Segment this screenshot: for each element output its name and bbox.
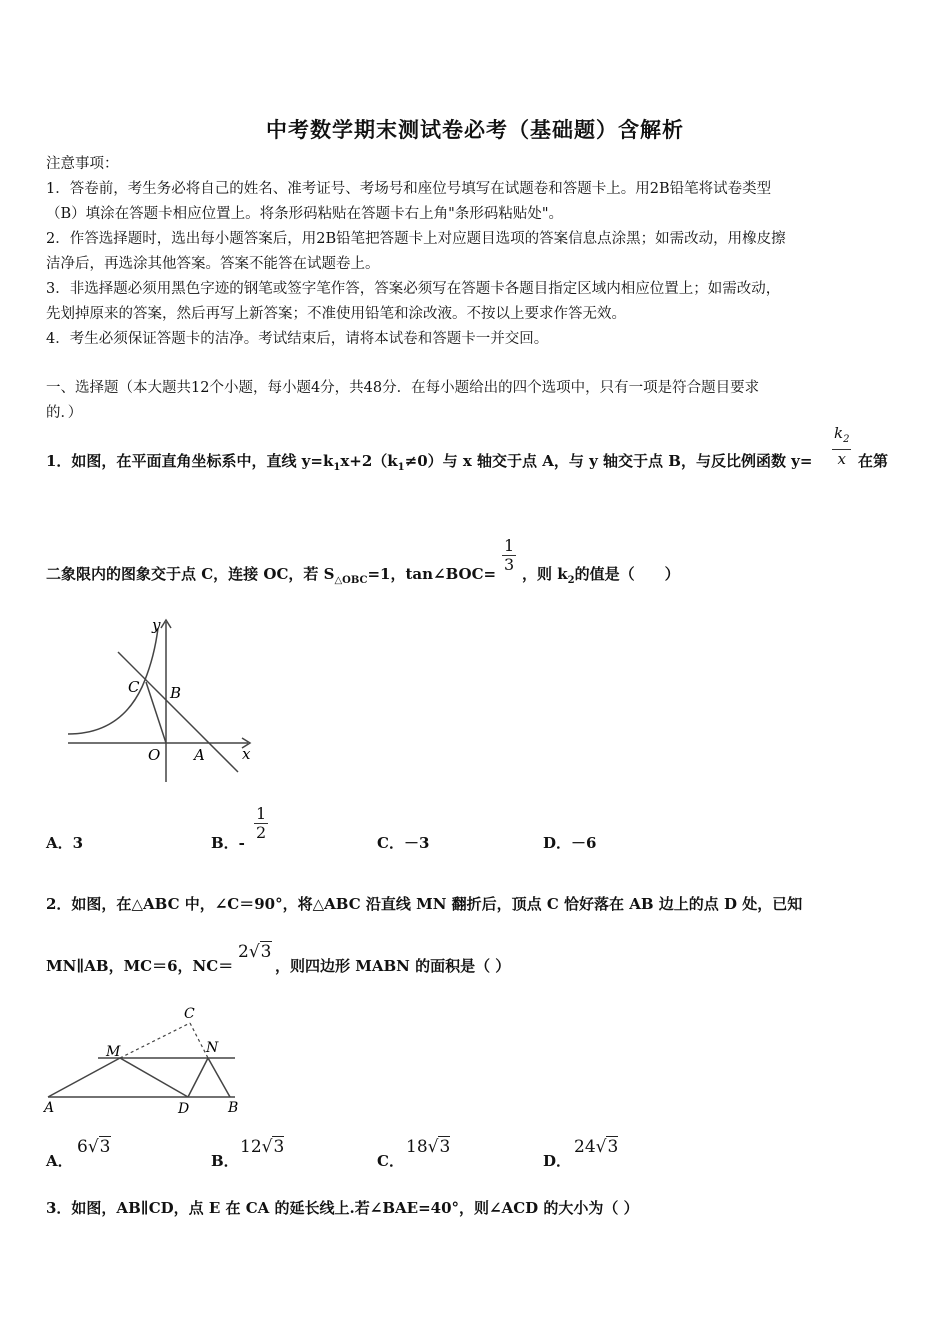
q1-fraction-k2-over-x (832, 424, 851, 468)
subscript: 2 (567, 575, 575, 586)
label-d: D (178, 1101, 190, 1117)
coef: 12 (240, 1137, 262, 1157)
q1-option-c[interactable]: C．－3 (377, 834, 430, 852)
segment-dn (188, 1058, 208, 1097)
q1-text: =1，tan∠BOC= (367, 565, 497, 583)
notice-line: 2．作答选择题时，选出每小题答案后，用2B铅笔把答题卡上对应题目选项的答案信息点涂黑；如需改动，用橡皮擦 (46, 231, 786, 247)
label-c: C (184, 1006, 195, 1022)
q1-option-d[interactable]: D．－6 (543, 834, 597, 852)
frac-denominator: x (837, 450, 846, 468)
notice-line: 3．非选择题必须用黑色字迹的钢笔或签字笔作答，答案必须写在答题卡各题目指定区域内相应位置上；如需改动， (46, 281, 781, 297)
coef: 24 (574, 1137, 596, 1157)
q2-text: MN∥AB，MC＝6，NC＝ (46, 957, 234, 975)
notice-line: 1．答卷前，考生务必将自己的姓名、准考证号、考场号和座位号填写在试题卷和答题卡上。用2B铅笔将试卷类型 (46, 181, 772, 197)
label-a: A (44, 1100, 55, 1116)
label-b: B (170, 684, 182, 702)
coef: 2 (238, 942, 249, 962)
q2-option-d-value: 24√3 (574, 1137, 619, 1157)
q1-text: x+2（k (340, 452, 398, 470)
subscript: 2 (843, 434, 850, 445)
q1-text: 1．如图，在平面直角坐标系中，直线 y=k (46, 452, 334, 470)
q1-text: 二象限内的图象交于点 C，连接 OC，若 S (46, 565, 335, 583)
label-o: O (148, 746, 161, 764)
q2-option-c-value: 18√3 (406, 1137, 451, 1157)
notice-line: 4．考生必须保证答题卡的洁净。考试结束后，请将本试卷和答题卡一并交回。 (46, 331, 549, 347)
coef: 6 (77, 1137, 88, 1157)
frac-denominator: 3 (504, 555, 515, 574)
q1-figure (60, 612, 260, 787)
subscript: 1 (333, 462, 341, 473)
dashed-mc (120, 1023, 190, 1058)
q1-option-b[interactable] (211, 832, 245, 853)
q3-stem: 3．如图，AB∥CD，点 E 在 CA 的延长线上.若∠BAE=40°，则∠ACD 的大小为（ ） (46, 1199, 639, 1217)
notice-line: 先划掉原来的答案，然后再写上新答案；不准使用铅笔和涂改液。不按以上要求作答无效。 (46, 306, 626, 322)
radicand: 3 (607, 1137, 619, 1157)
q2-figure (40, 1000, 250, 1120)
frac-numerator: 1 (256, 804, 267, 823)
label-a: A (194, 746, 205, 764)
q2-option-b[interactable]: B． (211, 1152, 239, 1170)
label-b: B (228, 1100, 239, 1116)
q2-nc-value: 2√3 (238, 942, 272, 962)
page-title: 中考数学期末测试卷必考（基础题）含解析 (266, 118, 684, 142)
q2-stem-line2-end: ，则四边形 MABN 的面积是（ ） (275, 957, 511, 975)
radicand: 3 (99, 1137, 111, 1157)
notice-line: （B）填涂在答题卡相应位置上。将条形码粘贴在答题卡右上角"条形码粘贴处"。 (46, 206, 563, 222)
q2-option-a[interactable]: A． (46, 1152, 73, 1170)
radicand: 3 (260, 942, 272, 962)
label-c: C (128, 678, 140, 696)
notice-heading: 注意事项： (46, 156, 119, 172)
segment-nb (208, 1058, 230, 1097)
label-m: M (106, 1044, 121, 1060)
coef: 18 (406, 1137, 428, 1157)
frac-numerator: 1 (504, 536, 515, 555)
subscript: △OBC (334, 575, 368, 586)
q1-option-b-fraction (254, 805, 268, 842)
subscript: 1 (397, 462, 405, 473)
segment-am (48, 1058, 120, 1097)
section-heading-cont: 的．） (46, 405, 83, 421)
q1-stem-line1 (46, 450, 812, 473)
q2-stem-line1: 2．如图，在△ABC 中，∠C＝90°，将△ABC 沿直线 MN 翻折后，顶点 C 恰好落在 AB 边上的点 D 处，已知 (46, 895, 803, 913)
q2-option-b-value: 12√3 (240, 1137, 285, 1157)
q1-text: 在第 (858, 452, 889, 470)
q1-text: ，则 k (522, 565, 568, 583)
section-heading: 一、选择题（本大题共12个小题，每小题4分，共48分．在每小题给出的四个选项中，只有一项是符合题目要求 (46, 380, 760, 396)
label-n: N (206, 1040, 219, 1056)
q2-option-a-value: 6√3 (77, 1137, 111, 1157)
q1-option-a[interactable]: A．3 (46, 834, 84, 852)
label-x: x (242, 745, 251, 763)
q2-stem-line2 (46, 955, 233, 976)
segment-md (120, 1058, 188, 1097)
frac-denominator: 2 (256, 823, 267, 842)
radicand: 3 (273, 1137, 285, 1157)
notice-line: 洁净后，再选涂其他答案。答案不能答在试题卷上。 (46, 256, 380, 272)
q2-option-c[interactable]: C． (377, 1152, 404, 1170)
line-y-k1x-plus-2 (118, 652, 238, 772)
hyperbola-curve (68, 628, 158, 734)
q2-option-d[interactable]: D． (543, 1152, 572, 1170)
label-y: y (152, 616, 161, 634)
q1-text: 的值是（ ） (574, 565, 680, 583)
segment-oc (146, 682, 166, 743)
q1-text: ≠0）与 x 轴交于点 A，与 y 轴交于点 B，与反比例函数 y= (404, 452, 813, 470)
radicand: 3 (439, 1137, 451, 1157)
q1-stem-line2 (46, 563, 496, 586)
option-label: B．- (211, 834, 245, 852)
q1-fraction-one-third (502, 537, 516, 574)
frac-numerator: k (834, 424, 844, 442)
q1-stem-line2-end (522, 563, 680, 586)
